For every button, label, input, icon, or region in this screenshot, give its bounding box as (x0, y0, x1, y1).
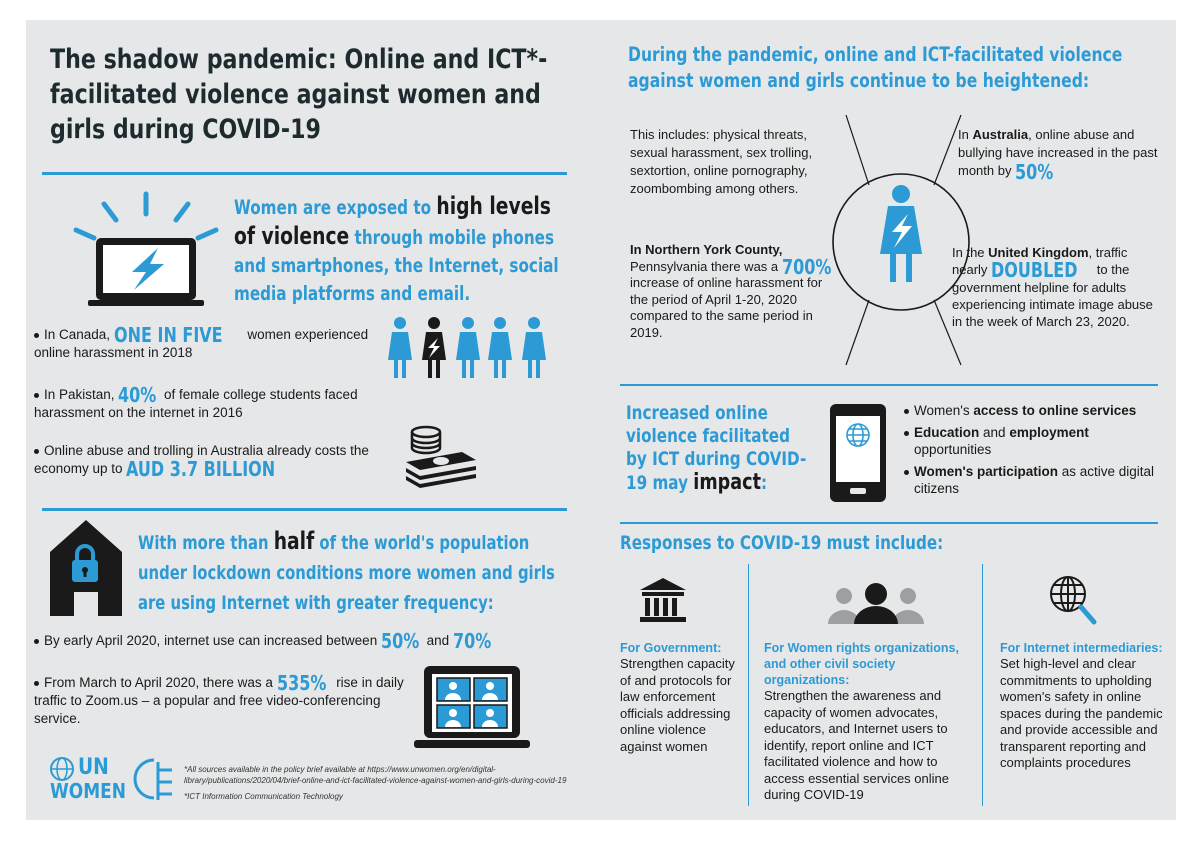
impact-item-post: as active digital citizens (914, 464, 1155, 496)
april-pre: By early April 2020, internet use can increased between (44, 633, 378, 648)
response-heading: For Internet intermediaries: (1000, 641, 1163, 655)
includes-text: This includes: physical threats, sexual harassment, sex trolling, sextortion, online pornography, zoombombing among others. (630, 127, 813, 196)
people-group-icon (826, 582, 926, 624)
section-divider-left (42, 508, 567, 511)
response-text: Strengthen capacity of and protocols for law enforcement officials addressing online violence against women (620, 656, 735, 754)
title-divider (42, 172, 567, 175)
right-heading (628, 42, 1168, 94)
bullet-dot (34, 681, 39, 686)
aus-country: Australia (972, 127, 1029, 142)
response-heading: For Women rights organizations, and other civil society organizations: (764, 641, 959, 687)
logo-un: UN (78, 755, 109, 780)
aus-stat-value: 50% (1015, 159, 1054, 184)
uk-mid: , traffic nearly (952, 245, 1128, 277)
lockdown-part2: of the world's population under lockdown conditions more women and girls are using Internet with greater frequency: (138, 532, 555, 614)
phone-globe-icon (828, 402, 888, 504)
zoom-stat (34, 671, 404, 728)
impact-emphasis: impact (693, 470, 761, 495)
uk-pre: In the (952, 245, 985, 260)
response-text: Strengthen the awareness and capacity of women advocates, educators, and Internet users to identify, report online and ICT facilitated violence and how to access essential services online during COVID-19 (764, 688, 949, 802)
woman-figure-icon (878, 184, 924, 284)
impact-colon: : (760, 472, 768, 494)
ict-footnote: *ICT Information Communication Technology (184, 792, 343, 801)
bullet-dot (34, 393, 39, 398)
impact-item (904, 463, 1164, 497)
women-figures-icon (388, 316, 548, 380)
bullet-dot (904, 431, 909, 436)
bullet-dot (904, 470, 909, 475)
uk-stat (952, 244, 1162, 330)
impact-item (904, 424, 1164, 458)
exposed-statement (234, 192, 654, 308)
impact-item (904, 402, 1164, 419)
laptop-lightning-icon (66, 190, 226, 310)
bullet-dot (34, 333, 39, 338)
money-stack-icon (404, 424, 480, 488)
australia-cost-value: AUD 3.7 BILLION (126, 457, 276, 482)
aus-mid: , online abuse and bullying have increased in the past month by (958, 127, 1158, 178)
response-heading: For Government: (620, 641, 722, 655)
responses-heading-text: Responses to COVID-19 must include: (620, 532, 944, 554)
response-divider (748, 564, 749, 806)
impact-statement (626, 402, 816, 495)
globe-magnifier-icon (1048, 574, 1098, 626)
impact-item-bold2: employment (1009, 425, 1089, 440)
uk-post: to the government helpline for adults experiencing intimate image abuse in the week of March 23, 2020. (952, 262, 1153, 330)
york-pre: Pennsylvania there was a (630, 258, 779, 274)
impact-item-mid: and (983, 425, 1006, 440)
infographic-panel (26, 20, 1176, 820)
canada-post: women experienced online harassment in 2018 (34, 327, 369, 361)
section-divider-right-1 (620, 384, 1158, 386)
bullet-dot (34, 449, 39, 454)
april-stat (34, 629, 574, 654)
pakistan-stat (34, 383, 394, 422)
response-government (620, 640, 744, 755)
impact-item-bold: Education (914, 425, 980, 440)
zoom-pre: From March to April 2020, there was a (44, 675, 273, 690)
logo-women: WOMEN (50, 779, 126, 803)
un-women-logo (48, 756, 188, 804)
impact-text: Increased online violence facilitated by ICT during COVID-19 may (626, 402, 807, 494)
uk-stat-value: DOUBLED (991, 258, 1078, 283)
australia-increase-stat (958, 126, 1158, 184)
york-stat (630, 242, 840, 341)
section-divider-right-2 (620, 522, 1158, 524)
response-civil-society (764, 640, 978, 804)
canada-pre: In Canada, (44, 327, 111, 342)
impact-item-bold: access to online services (973, 403, 1137, 418)
impact-item-pre: Women's (914, 403, 970, 418)
house-lock-icon (48, 518, 124, 618)
lockdown-emphasis: half (273, 527, 315, 555)
york-stat-value: 700% (781, 254, 832, 279)
impact-list (904, 402, 1164, 497)
lockdown-statement (138, 526, 568, 618)
responses-heading (620, 530, 1020, 556)
york-place: In Northern York County, (630, 242, 783, 257)
april-stat-high: 70% (452, 629, 492, 654)
bullet-dot (904, 409, 909, 414)
sources-footnote: *All sources available in the policy brief available at https://www.unwomen.org/en/digital-library/publications/2020/04/brief-online-and-ict-facilitated-violence-against-women-and-girls-during-covid-19 (184, 765, 567, 785)
zoom-post: rise in daily traffic to Zoom.us – a popular and free video-conferencing service. (34, 675, 404, 727)
video-call-laptop-icon (410, 664, 534, 754)
york-post: increase of online harassment for the period of April 1-20, 2020 compared to the same period in 2019. (630, 275, 823, 340)
page-title: The shadow pandemic: Online and ICT*-facilitated violence against women and girls during COVID-19 (50, 44, 548, 145)
april-mid: and (426, 633, 450, 648)
exposed-part2: through mobile phones and smartphones, the Internet, social media platforms and email. (234, 226, 559, 305)
exposed-emphasis: high levels of violence (234, 192, 551, 250)
april-stat-low: 50% (380, 629, 420, 654)
lockdown-part1: With more than (138, 532, 269, 554)
uk-country: United Kingdom (988, 245, 1089, 260)
response-divider (982, 564, 983, 806)
impact-item-post: opportunities (914, 442, 992, 457)
response-internet-intermediaries (1000, 640, 1166, 772)
pakistan-post: of female college students faced harassment on the internet in 2016 (34, 387, 358, 421)
bullet-dot (34, 639, 39, 644)
aus-pre: In (958, 127, 969, 142)
impact-item-bold: Women's participation (914, 464, 1058, 479)
pakistan-stat-value: 40% (118, 383, 157, 408)
canada-stat (34, 323, 389, 362)
australia-cost-pre: Online abuse and trolling in Australia already costs the economy up to (34, 443, 369, 476)
government-building-icon (638, 576, 688, 624)
response-text: Set high-level and clear commitments to upholding women's safety in online spaces during the pandemic and provide accessible and transparent reporting and complaints procedures (1000, 656, 1163, 770)
right-heading-text: During the pandemic, online and ICT-facilitated violence against women and girls continue to be heightened: (628, 43, 1123, 92)
exposed-part1: Women are exposed to (234, 196, 432, 219)
pakistan-pre: In Pakistan, (44, 387, 115, 402)
canada-stat-value: ONE IN FIVE (113, 323, 223, 348)
zoom-stat-value: 535% (276, 671, 327, 696)
australia-cost-stat (34, 442, 404, 482)
